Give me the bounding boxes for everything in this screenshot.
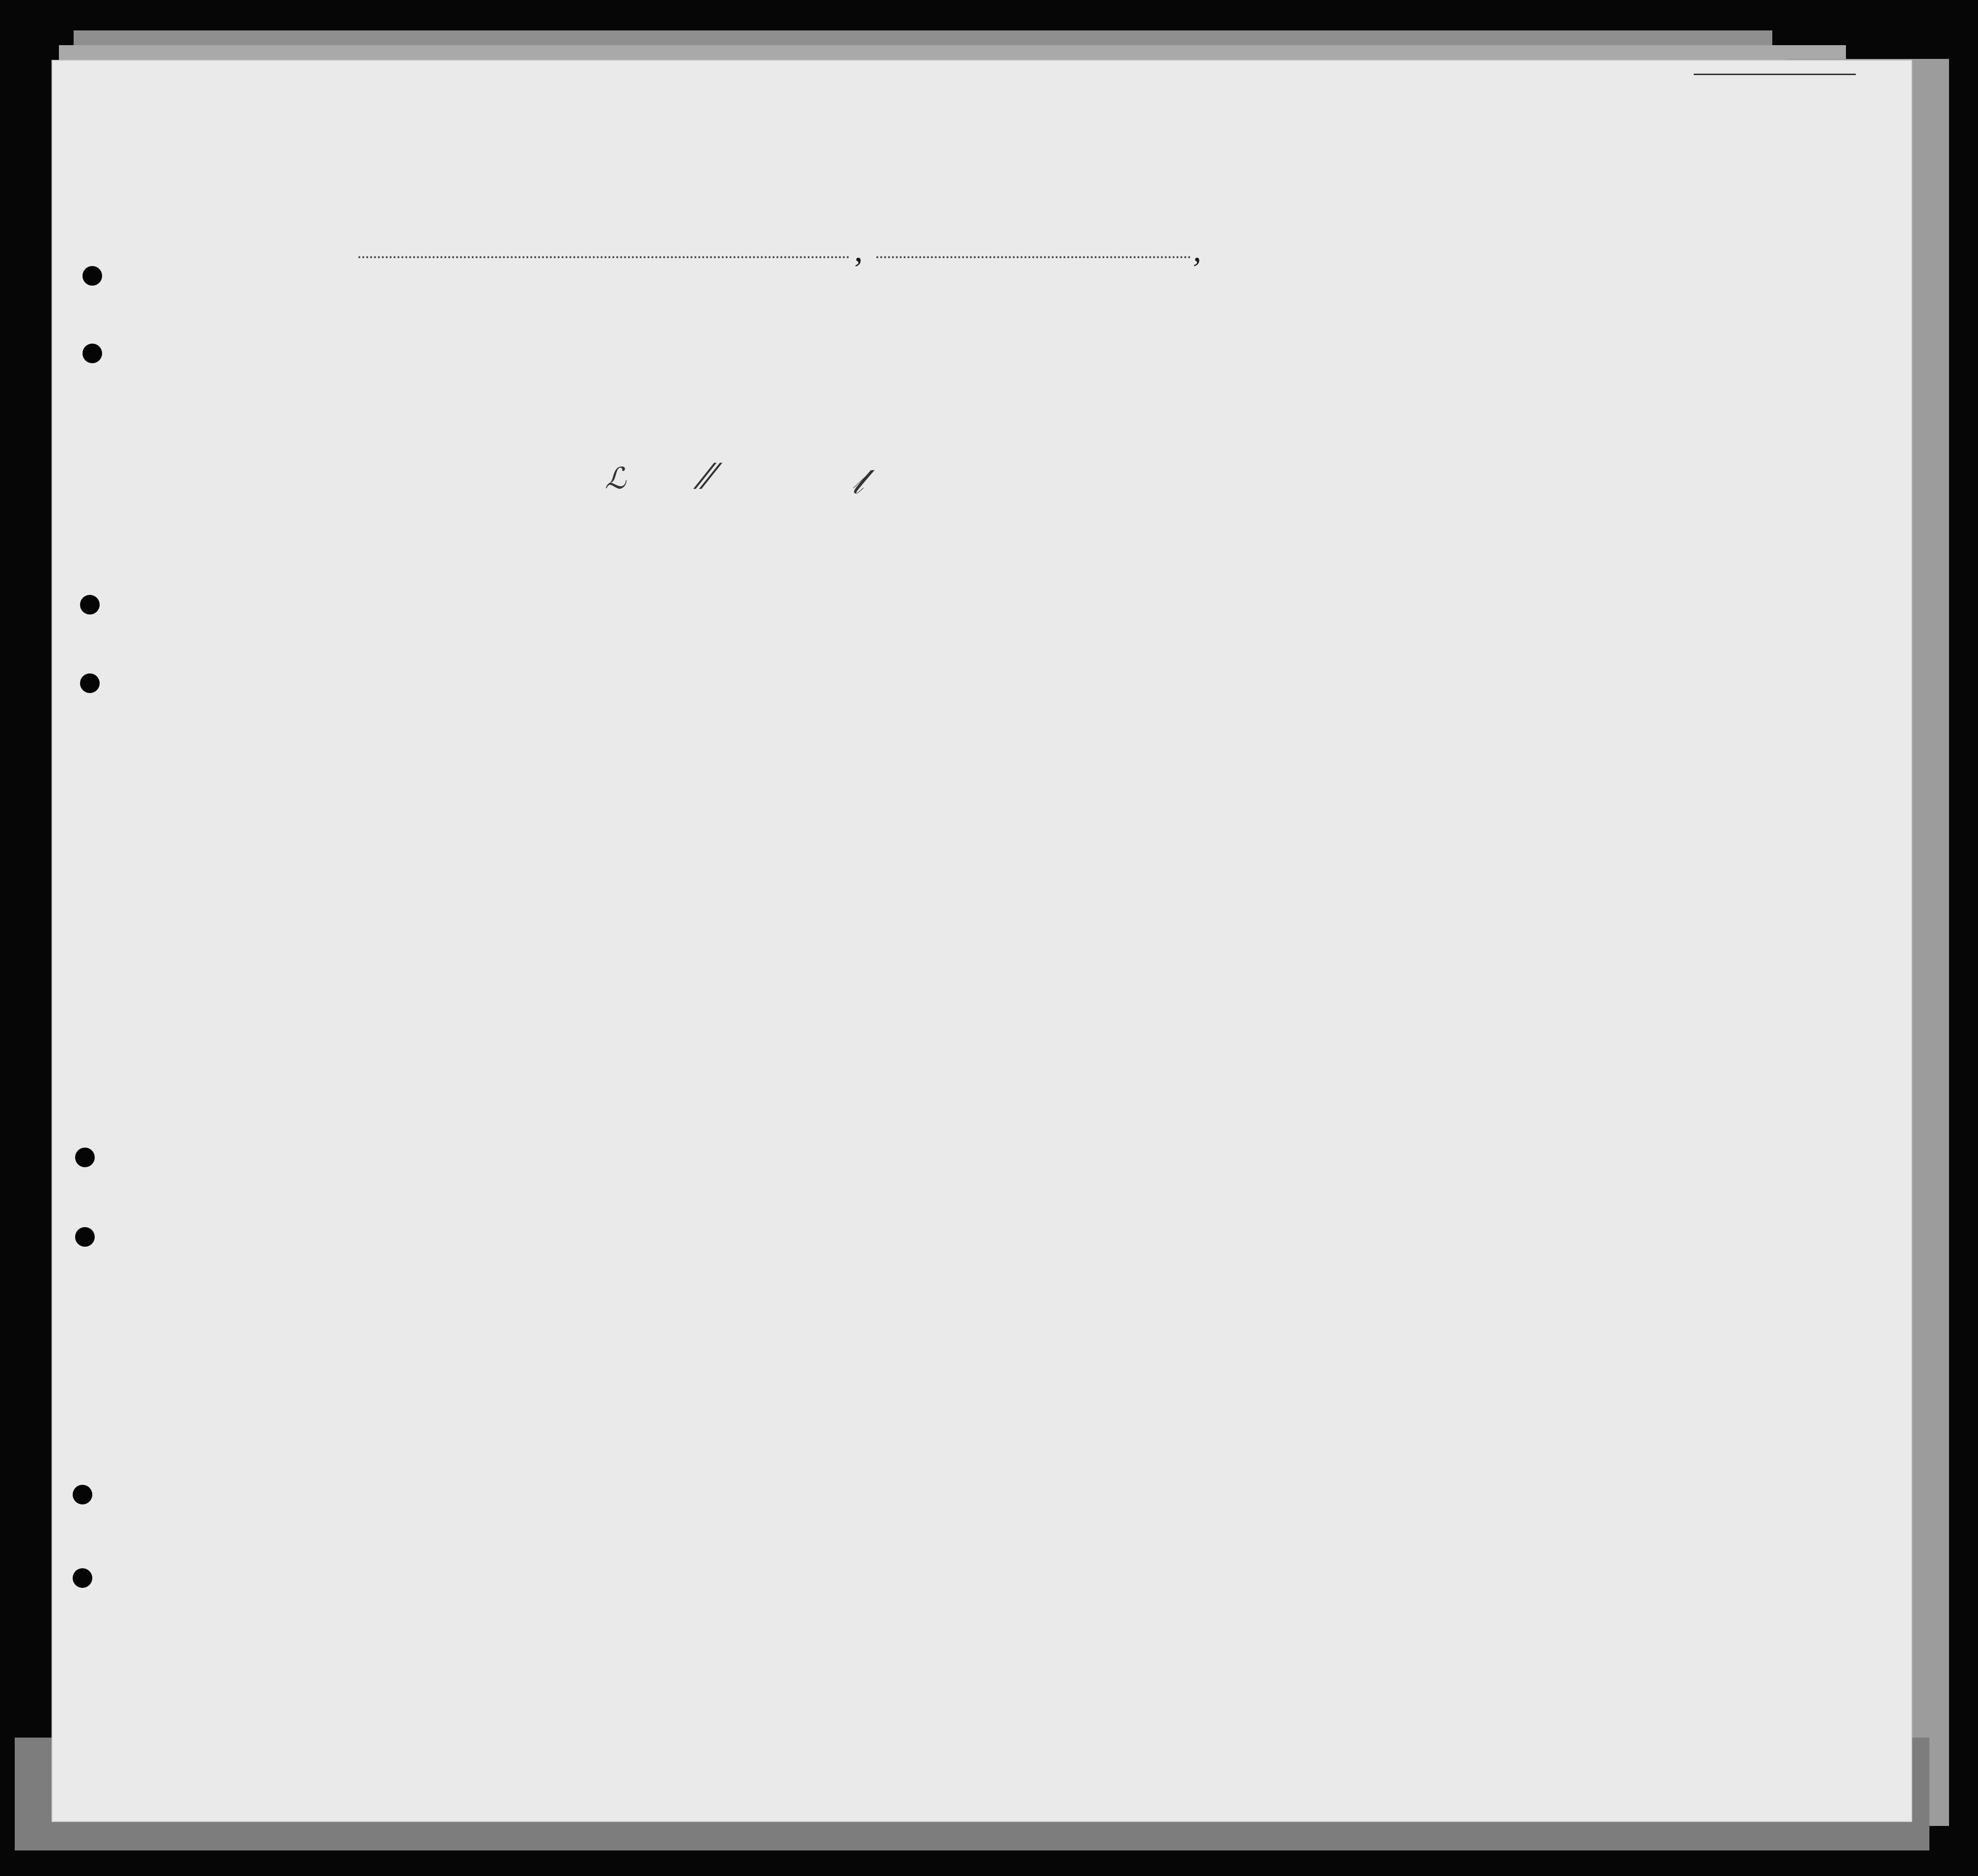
year-prefix: , — [1193, 231, 1201, 268]
comma: , — [854, 231, 863, 269]
checkmark-mark: ℒ — [605, 461, 626, 496]
handwritten-tick: ⁄⁄ — [702, 456, 714, 497]
handwritten-mark: 𝓁 — [852, 461, 864, 502]
